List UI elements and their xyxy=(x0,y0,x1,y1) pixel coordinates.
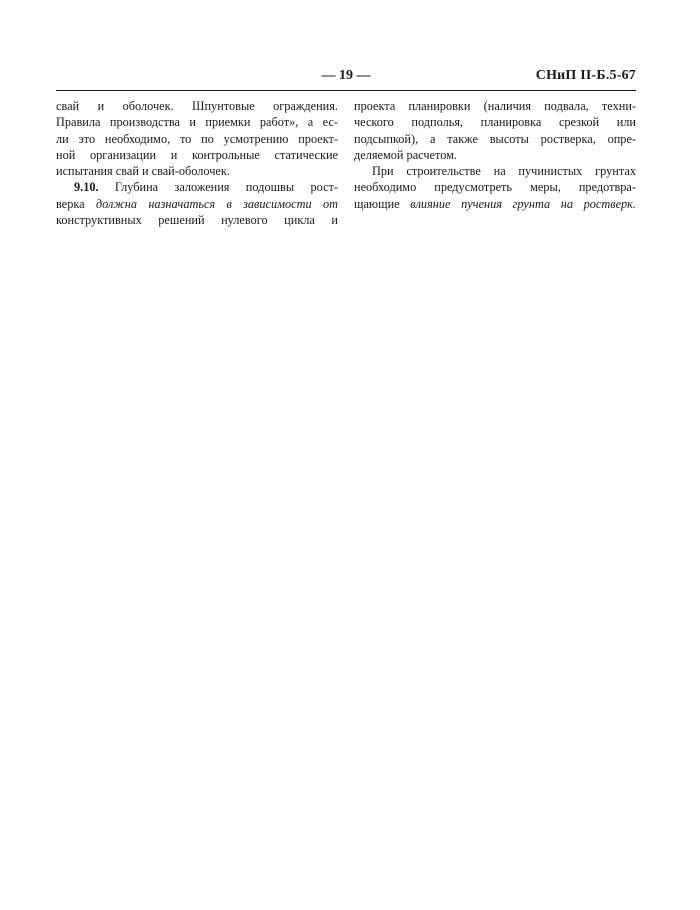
text-line: деляемой расчетом. xyxy=(354,147,457,162)
clause-text-italic: должна назначаться в зависимости от xyxy=(95,196,338,211)
left-column xyxy=(56,98,338,228)
text-line: испытания свай и свай-оболочек. xyxy=(56,164,230,179)
right-column xyxy=(354,98,636,212)
paragraph-line xyxy=(354,196,636,212)
clause-text: Глубина заложения подошвы рост- xyxy=(98,180,338,195)
text-line: свай и оболочек. Шпунтовые ограждения. xyxy=(56,99,338,113)
clause-number: 9.10. xyxy=(74,180,99,195)
paragraph-text: щающие xyxy=(354,196,411,211)
text-line: подсыпкой), а также высоты ростверка, опре- xyxy=(354,131,636,146)
text-line: ли это необходимо, то по усмотрению проект- xyxy=(56,131,338,146)
document-code: СНиП II-Б.5-67 xyxy=(535,68,636,83)
text-line: ческого подполья, планировка срезкой или xyxy=(354,115,636,130)
paragraph-line: необходимо предусмотреть меры, предотвра- xyxy=(354,180,636,195)
text-line: ной организации и контрольные статические xyxy=(56,147,338,162)
header-rule xyxy=(56,90,636,91)
page-number: — 19 — xyxy=(321,68,371,83)
text-line: Правила производства и приемки работ», а ес- xyxy=(56,115,338,130)
text-line: проекта планировки (наличия подвала, техни- xyxy=(354,99,636,113)
text-line xyxy=(56,196,338,212)
paragraph-line: При строительстве на пучинистых грунтах xyxy=(372,164,636,179)
text-line: конструктивных решений нулевого цикла и xyxy=(56,213,338,228)
clause-9-10-line xyxy=(56,179,338,195)
paragraph-text-italic: влияние пучения грунта на ростверк. xyxy=(410,196,636,211)
page-header xyxy=(56,66,636,88)
clause-text: верка xyxy=(56,196,96,211)
